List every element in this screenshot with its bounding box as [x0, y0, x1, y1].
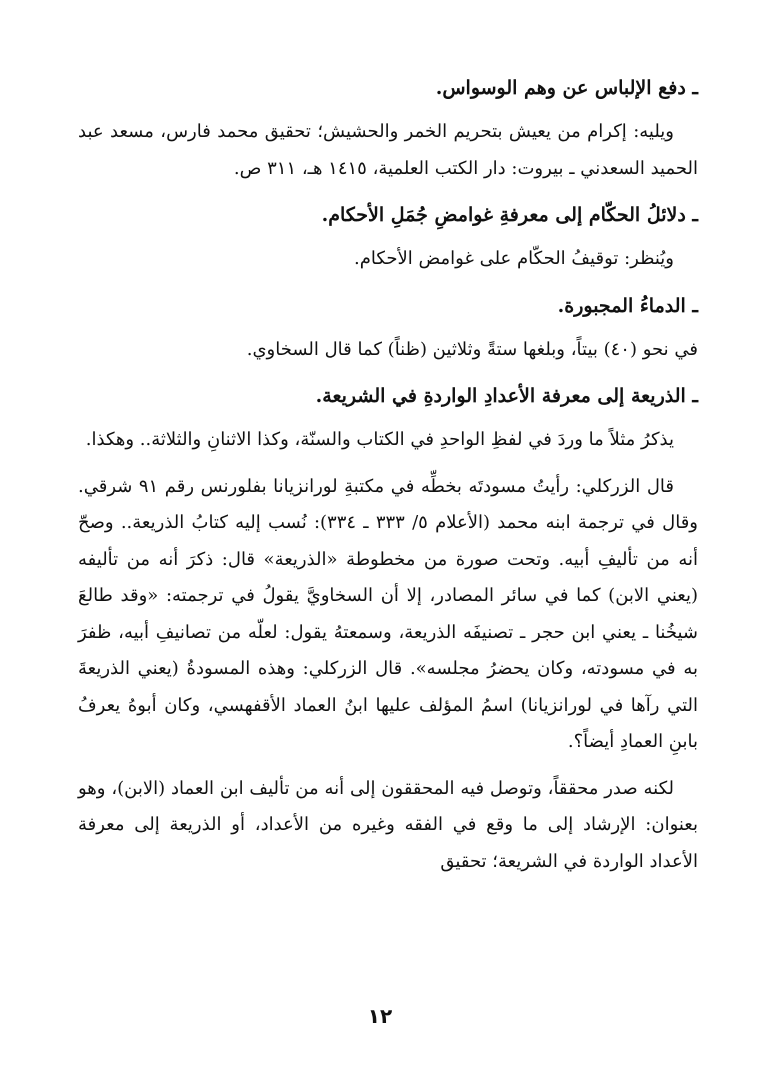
entry-title: ـ دلائلُ الحكّام إلى معرفةِ غوامضِ جُمَلِ الأحكام. — [321, 204, 698, 226]
entry-title: ـ دفع الإلباس عن وهم الوسواس. — [435, 77, 698, 99]
page-body — [78, 70, 698, 890]
entry-title: ـ الدماءُ المجبورة. — [557, 294, 698, 317]
entry-title: ـ الذريعة إلى معرفة الأعدادِ الواردةِ في الشريعة. — [315, 385, 698, 407]
paragraph: ويليه: إكرام من يعيش بتحريم الخمر والحشيش؛ تحقيق محمد فارس، مسعد عبد الحميد السعدني ـ بيروت: دار الكتب العلمية، ١٤١٥ هـ، ٣١١ ص. — [78, 121, 698, 179]
paragraph: ويُنظر: توقيفُ الحكّام على غوامض الأحكام. — [354, 248, 674, 269]
paragraph: قال الزركلي: رأيتُ مسودتَه بخطِّه في مكتبةِ لورانزيانا بفلورنس رقم ٩١ شرقي. وقال في ترجمة ابنه محمد (الأعلام ٥/ ٣٣٣ ـ ٣٣٤): نُسب إليه كتابُ الذريعة.. وصحّ أنه من تأليفِ أبيه. وتحت صورة من مخطوطة «الذريعة» قال: ذكرَ أنه من تأليفه (يعني الابن) كما في سائر المصادر، إلا أن السخاويَّ يقولُ في ترجمته: «وقد طالعَ شيخُنا ـ يعني ابن حجر ـ تصنيفَه الذريعة، وسمعتهُ يقول: لعلّه من تصانيفِ أبيه، ظفرَ به في مسودته، وكان يحضرُ مجلسه». قال الزركلي: وهذه المسودةُ (يعني الذريعةَ التي رآها في لورانزيانا) اسمُ المؤلف عليها ابنُ العماد الأقفهسي، وكان أبوهُ يعرفُ بابنِ العمادِ أيضاً؟. — [78, 475, 698, 752]
page-number: ١٢ — [367, 1004, 393, 1028]
paragraph: يذكرُ مثلاً ما وردَ في لفظِ الواحدِ في الكتاب والسنّة، وكذا الاثنانِ والثلاثة.. وهكذا. — [85, 429, 674, 450]
paragraph: لكنه صدر محققاً، وتوصل فيه المحققون إلى أنه من تأليف ابن العماد (الابن)، وهو بعنوان: الإرشاد إلى ما وقع في الفقه وغيره من الأعداد، أو الذريعة إلى معرفة الأعداد الواردة في الشريعة؛ تحقيق — [78, 777, 698, 872]
paragraph: في نحو (٤٠) بيتاً، وبلغها ستةً وثلاثين (ظناً) كما قال السخاوي. — [246, 338, 698, 360]
